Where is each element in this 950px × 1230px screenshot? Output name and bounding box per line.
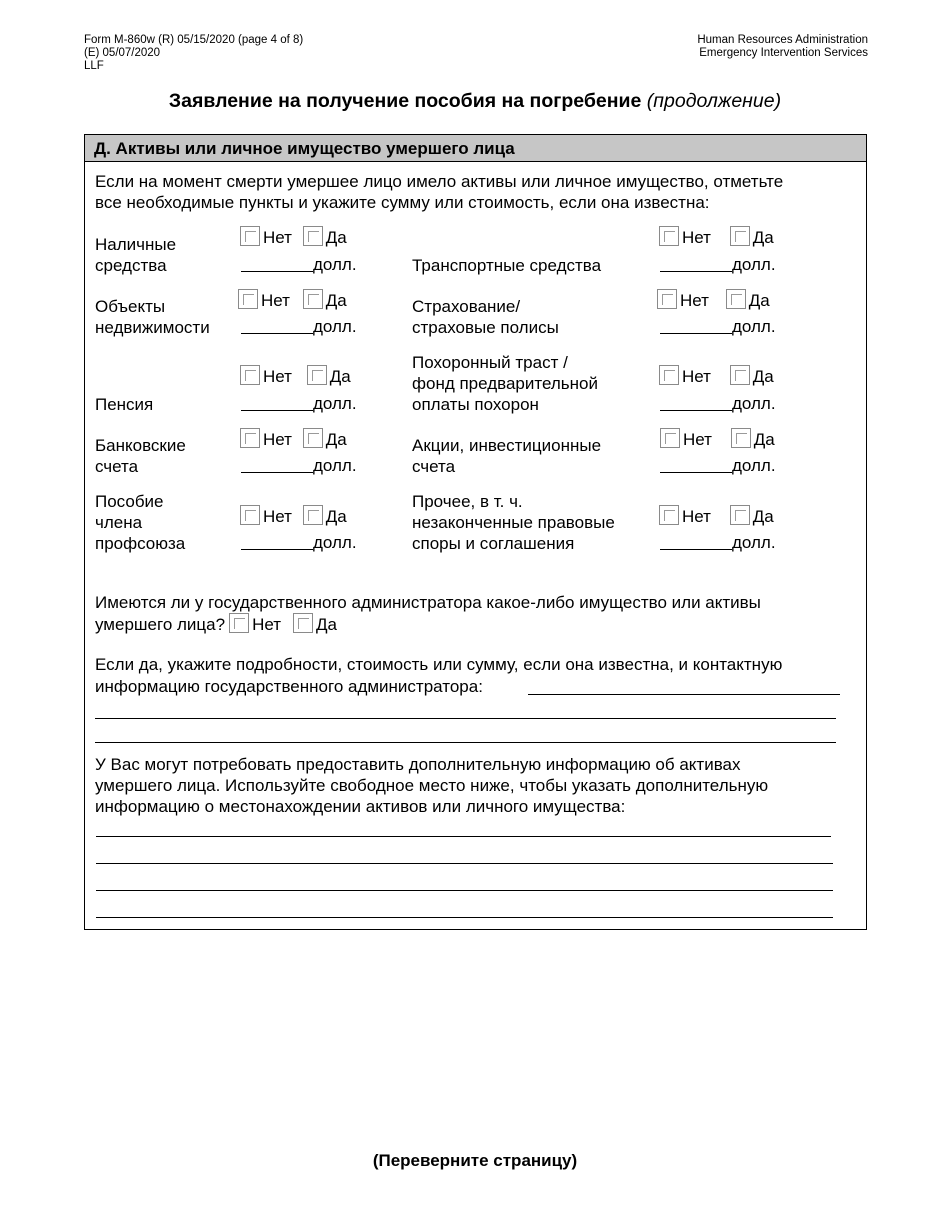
pension-no-checkbox[interactable] [240,365,260,385]
page-title-suffix: (продолжение) [646,90,782,112]
funeral-trust-amount-field[interactable]: долл. [660,394,776,414]
bank-accounts-yes-checkbox[interactable] [303,428,323,448]
admin-details-field-3[interactable] [95,742,836,743]
form-edition: (E) 05/07/2020 [84,47,161,59]
form-header-left [84,34,303,73]
asset-label-pension: Пенсия [95,395,154,414]
stocks-amount-field[interactable]: долл. [660,456,776,476]
asset-label-other: Прочее, в т. ч. незаконченные правовые споры и соглашения [412,492,615,553]
asset-label-funeral-trust: Похоронный траст / фонд предварительной оплаты похорон [412,353,598,414]
bank-accounts-no-checkbox[interactable] [240,428,260,448]
admin-no-checkbox[interactable] [229,613,249,633]
cash-yes-checkbox[interactable] [303,226,323,246]
section-heading: Д. Активы или личное имущество умершего лица [85,135,866,162]
admin-question-line-1: Имеются ли у государственного администратора какое-либо имущество или активы [95,593,761,612]
details-line-1: Если да, укажите подробности, стоимость или сумму, если она известна, и контактную [95,655,783,674]
extra-line-2: умершего лица. Используйте свободное место ниже, чтобы указать дополнительную [95,776,769,795]
asset-options-vehicles: Нет Да [659,226,774,248]
extra-line-1: У Вас могут потребовать предоставить дополнительную информацию об активах [95,755,741,774]
asset-options-stocks: Нет Да [660,428,775,450]
stocks-no-checkbox[interactable] [660,428,680,448]
asset-options-pension: Нет Да [240,365,351,387]
admin-details-prompt [95,654,782,698]
section-intro [95,171,783,213]
asset-options-cash: Нет Да [240,226,347,248]
additional-info-field-3[interactable] [96,890,833,891]
pension-yes-checkbox[interactable] [307,365,327,385]
additional-info-field-2[interactable] [96,863,833,864]
form-language-code: LLF [84,60,104,72]
asset-label-insurance: Страхование/ страховые полисы [412,297,559,337]
asset-label-vehicles: Транспортные средства [412,256,602,275]
cash-amount-field[interactable]: долл. [241,255,357,275]
agency-name: Human Resources Administration [697,34,868,46]
vehicles-amount-field[interactable]: долл. [660,255,776,275]
asset-options-real-estate: Нет Да [238,289,347,311]
asset-label-union-benefit: Пособие члена профсоюза [95,492,186,553]
asset-label-cash: Наличные средства [95,235,177,275]
intro-line-2: все необходимые пункты и укажите сумму или стоимость, если она известна: [95,193,710,212]
asset-options-other: Нет Да [659,505,774,527]
admin-question: Имеются ли у государственного администратора какое-либо имущество или активы умершего лица? Нет Да [95,593,761,634]
admin-yes-checkbox[interactable] [293,613,313,633]
intro-line-1: Если на момент смерти умершее лицо имело активы или личное имущество, отметьте [95,172,784,191]
asset-options-insurance: Нет Да [657,289,770,311]
other-yes-checkbox[interactable] [730,505,750,525]
union-benefit-amount-field[interactable]: долл. [241,533,357,553]
admin-question-line-2: умершего лица? [95,615,226,634]
insurance-yes-checkbox[interactable] [726,289,746,309]
form-number: Form M-860w (R) 05/15/2020 (page 4 of 8) [84,34,304,46]
asset-label-real-estate: Объекты недвижимости [95,297,210,337]
asset-label-stocks: Акции, инвестиционные счета [412,436,602,476]
additional-info-field-1[interactable] [96,836,831,837]
stocks-yes-checkbox[interactable] [731,428,751,448]
real-estate-amount-field[interactable]: долл. [241,317,357,337]
turn-page-note: (Переверните страницу) [372,1151,578,1170]
cash-no-checkbox[interactable] [240,226,260,246]
asset-label-bank-accounts: Банковские счета [95,436,186,476]
additional-info-prompt [95,754,768,817]
real-estate-yes-checkbox[interactable] [303,289,323,309]
additional-info-field-4[interactable] [96,917,833,918]
asset-options-union-benefit: Нет Да [240,505,347,527]
insurance-no-checkbox[interactable] [657,289,677,309]
details-line-2: информацию государственного администратора: [95,677,483,696]
vehicles-yes-checkbox[interactable] [730,226,750,246]
other-amount-field[interactable]: долл. [660,533,776,553]
page-title-main: Заявление на получение пособия на погребение [168,90,642,112]
vehicles-no-checkbox[interactable] [659,226,679,246]
admin-details-field-1[interactable] [528,694,840,695]
asset-options-bank-accounts: Нет Да [240,428,347,450]
admin-details-field-2[interactable] [95,718,836,719]
real-estate-no-checkbox[interactable] [238,289,258,309]
other-no-checkbox[interactable] [659,505,679,525]
page-title [0,90,950,113]
funeral-trust-no-checkbox[interactable] [659,365,679,385]
form-header-right [697,34,868,60]
union-benefit-yes-checkbox[interactable] [303,505,323,525]
funeral-trust-yes-checkbox[interactable] [730,365,750,385]
asset-options-funeral-trust: Нет Да [659,365,774,387]
insurance-amount-field[interactable]: долл. [660,317,776,337]
extra-line-3: информацию о местонахождении активов или личного имущества: [95,797,626,816]
agency-division: Emergency Intervention Services [699,47,868,59]
bank-accounts-amount-field[interactable]: долл. [241,456,357,476]
pension-amount-field[interactable]: долл. [241,394,357,414]
union-benefit-no-checkbox[interactable] [240,505,260,525]
